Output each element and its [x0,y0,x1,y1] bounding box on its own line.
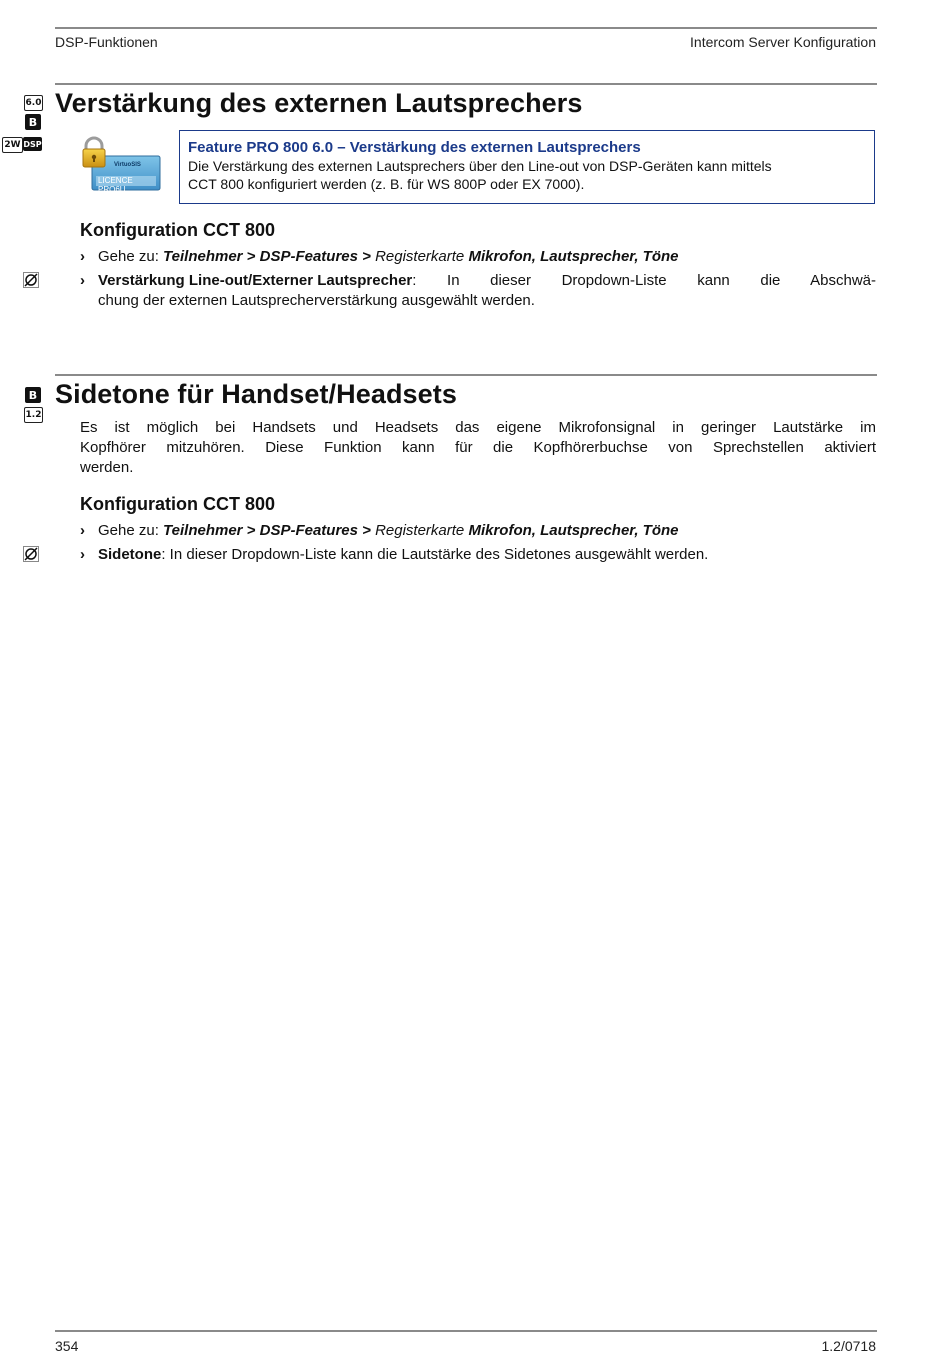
2w-badge: 2W [2,137,23,153]
step1-path2: Mikrofon, Lautsprecher, Töne [468,522,679,539]
feature-box-title: Feature PRO 800 6.0 – Verstärkung des externen Lautsprechers [188,139,641,156]
step1-path1: Teilnehmer > DSP-Features > [163,248,371,265]
version-badge: 1.2 [24,407,43,423]
bullet-mark: › [80,522,85,539]
step2-rest: : In dieser Dropdown-Liste kann die Lautstärke des Sidetones ausgewählt werden. [161,546,709,563]
dsp-badge: DSP [23,137,42,151]
feature-box-line1: Die Verstärkung des externen Lautsprechers über den Line-out von DSP-Geräten kann mittels [188,158,772,174]
footer-rule [55,1330,877,1332]
step1-middle: Registerkarte [370,248,469,265]
section2-rule [55,374,877,376]
feature-box-text [188,157,868,193]
step2-term: Verstärkung Line-out/Externer Lautsprecher [98,272,413,289]
license-brand: VirtuoSIS [114,162,141,168]
feature-info-box [179,130,875,204]
no-hardware-icon [23,546,39,562]
feature-box-line2: CCT 800 konfiguriert werden (z. B. für WS 800P oder EX 7000). [188,176,585,192]
bullet-mark: › [80,546,85,563]
step1-prefix: Gehe zu: [98,522,164,539]
section1-step2 [80,271,876,311]
step2-term: Sidetone [98,546,162,563]
step1-prefix: Gehe zu: [98,248,164,265]
step2-line1 [98,271,876,291]
version-badge: 6.0 [24,95,43,111]
section1-rule [55,83,877,85]
section1-title: Verstärkung des externen Lautsprechers [55,88,583,118]
section2-title: Sidetone für Handset/Headsets [55,379,457,409]
step2-line1-rest: : In dieser Dropdown-Liste kann die Abschwä- [412,272,876,289]
header-left: DSP-Funktionen [55,34,158,50]
intro-line: werden. [80,459,134,476]
bullet-mark: › [80,248,85,265]
header-right: Intercom Server Konfiguration [690,34,876,50]
page-number: 354 [55,1338,79,1354]
intro-line: Es ist möglich bei Handsets und Headsets das eigene Mikrofonsignal in geringer Lautstärke im [80,419,876,436]
padlock-license-icon [82,136,162,192]
b-badge: B [25,387,41,403]
doc-version: 1.2/0718 [821,1338,876,1354]
no-hardware-icon [23,272,39,288]
section2-intro [80,418,876,478]
bullet-mark: › [80,272,85,289]
step1-middle: Registerkarte [370,522,469,539]
step2-line2: chung der externen Lautsprecherverstärkung ausgewählt werden. [98,292,535,309]
section2-config-heading: Konfiguration CCT 800 [80,494,276,514]
step1-path2: Mikrofon, Lautsprecher, Töne [468,248,679,265]
step1-path1: Teilnehmer > DSP-Features > [163,522,371,539]
b-badge: B [25,114,41,130]
license-label: LICENCE PRO6U [98,176,133,194]
intro-line: Kopfhörer mitzuhören. Diese Funktion kann für die Kopfhörerbuchse von Sprechstellen aktiviert [80,439,876,456]
section1-config-heading: Konfiguration CCT 800 [80,220,276,240]
header-top-rule [55,27,877,29]
